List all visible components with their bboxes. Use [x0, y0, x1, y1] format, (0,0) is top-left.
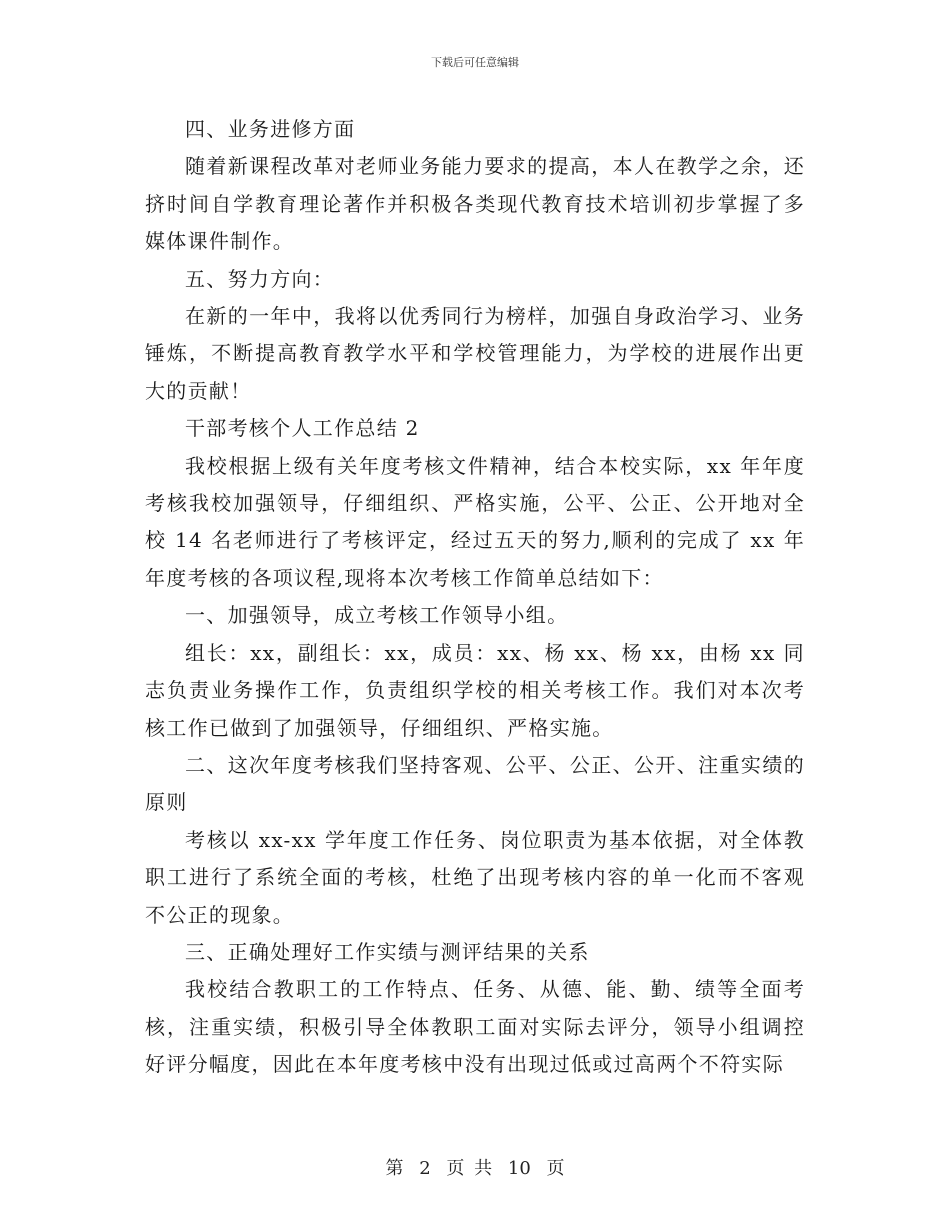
page-header-note: 下载后可任意编辑 — [431, 56, 519, 69]
document-body — [145, 111, 805, 1084]
paragraph-intro: 我校根据上级有关年度考核文件精神，结合本校实际，xx 年年度考核我校加强领导，仔细组织、严格实施，公平、公正、公开地对全校 14 名老师进行了考核评定，经过五天的努力,顺利的完成了 xx 年年度考核的各项议程,现将本次考核工作简单总结如下： — [145, 453, 805, 590]
paragraph-leadership: 组长：xx，副组长：xx，成员：xx、杨 xx、杨 xx，由杨 xx 同志负责业务操作工作，负责组织学校的相关考核工作。我们对本次考核工作已做到了加强领导，仔细组织、严格实施。 — [145, 640, 805, 740]
section-heading-professional-study: 四、业务进修方面 — [185, 117, 356, 141]
total-pages-number: 10 — [507, 1158, 531, 1179]
section-heading-principles: 二、这次年度考核我们坚持客观、公平、公正、公开、注重实绩的原则 — [145, 752, 805, 815]
current-page-number: 2 — [419, 1158, 431, 1179]
paragraph-results: 我校结合教职工的工作特点、任务、从德、能、勤、绩等全面考核，注重实绩，积极引导全体教职工面对实际去评分，领导小组调控好评分幅度，因此在本年度考核中没有出现过低或过高两个不符实际 — [145, 977, 805, 1077]
section-heading-results: 三、正确处理好工作实绩与测评结果的关系 — [185, 939, 590, 964]
paragraph-principles: 考核以 xx-xx 学年度工作任务、岗位职责为基本依据，对全体教职工进行了系统全面的考核，杜绝了出现考核内容的单一化而不客观不公正的现象。 — [145, 827, 805, 927]
page-label-prefix: 第 — [385, 1158, 404, 1179]
page-footer — [0, 1154, 950, 1180]
document-subtitle: 干部考核个人工作总结 2 — [185, 416, 420, 441]
paragraph-professional-study: 随着新课程改革对老师业务能力要求的提高，本人在教学之余，还挤时间自学教育理论著作并积极各类现代教育技术培训初步掌握了多媒体课件制作。 — [145, 154, 805, 254]
section-heading-leadership: 一、加强领导，成立考核工作领导小组。 — [185, 603, 569, 628]
section-heading-direction: 五、努力方向： — [185, 266, 335, 291]
page-label-suffix: 页 — [546, 1158, 565, 1179]
paragraph-direction: 在新的一年中，我将以优秀同行为榜样，加强自身政治学习、业务锤炼，不断提高教育教学水平和学校管理能力，为学校的进展作出更大的贡献！ — [145, 304, 805, 403]
page-label-mid: 页 共 — [446, 1158, 493, 1179]
